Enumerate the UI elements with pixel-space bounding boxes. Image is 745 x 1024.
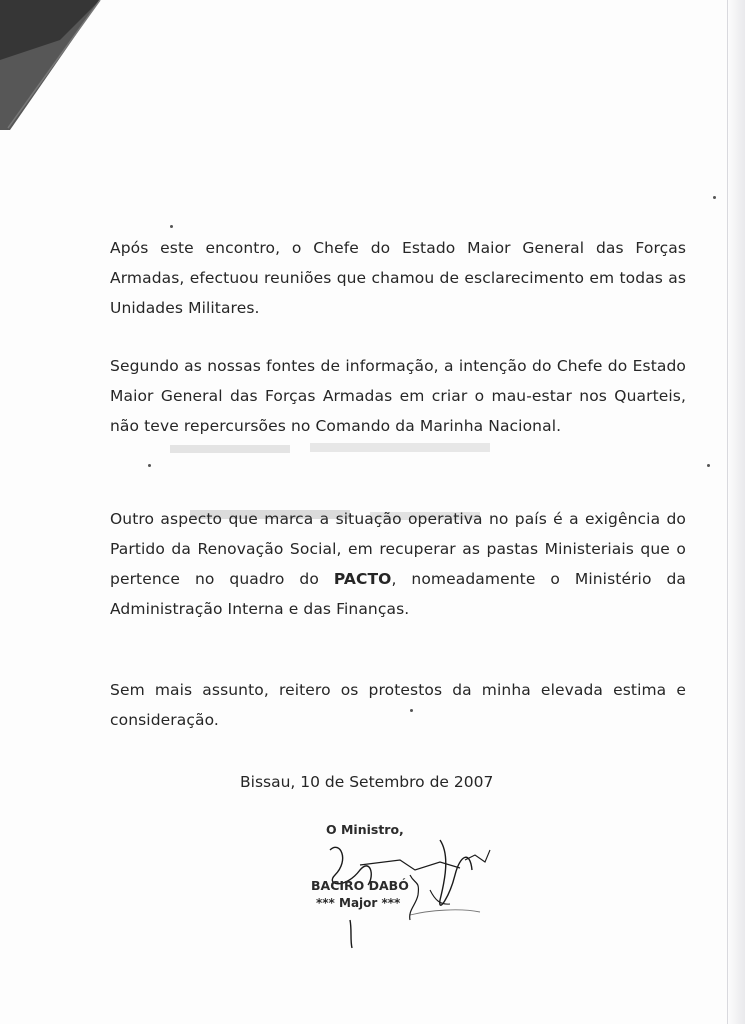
scan-speck [713,196,716,199]
paragraph-text-before: Outro aspecto que marca a situação operativa no país é a exigência do Partido da Renovação Social, em recuperar as pastas Ministeriais que o pertence no quadro do [110,510,686,588]
paragraph-sources: Segundo as nossas fontes de informação, a intenção do Chefe do Estado Maior General das Forças Armadas em criar o mau-estar nos Quarteis, não teve repercursões no Comando da Marinha Nacional. [110,357,686,435]
scan-speck [707,464,710,467]
pacto-bold-text: PACTO [333,570,392,588]
scan-speck [410,709,413,712]
paragraph-text-after: , nomeadamente o Ministério da Administração Interna e das Finanças. [110,570,687,618]
scan-speck [170,225,173,228]
dateline: Bissau, 10 de Setembro de 2007 [240,773,494,791]
paragraph-meeting: Após este encontro, o Chefe do Estado Maior General das Forças Armadas, efectuou reuniões que chamou de esclarecimento em todas as Unidades Militares. [110,239,686,317]
signatory-rank: *** Major *** [316,896,401,910]
signatory-title: O Ministro, [326,822,404,837]
scan-speck [148,464,151,467]
signatory-name: BACIRO DABÓ [311,878,409,893]
paragraph-closing: Sem mais assunto, reitero os protestos da minha elevada estima e consideração. [110,681,686,729]
